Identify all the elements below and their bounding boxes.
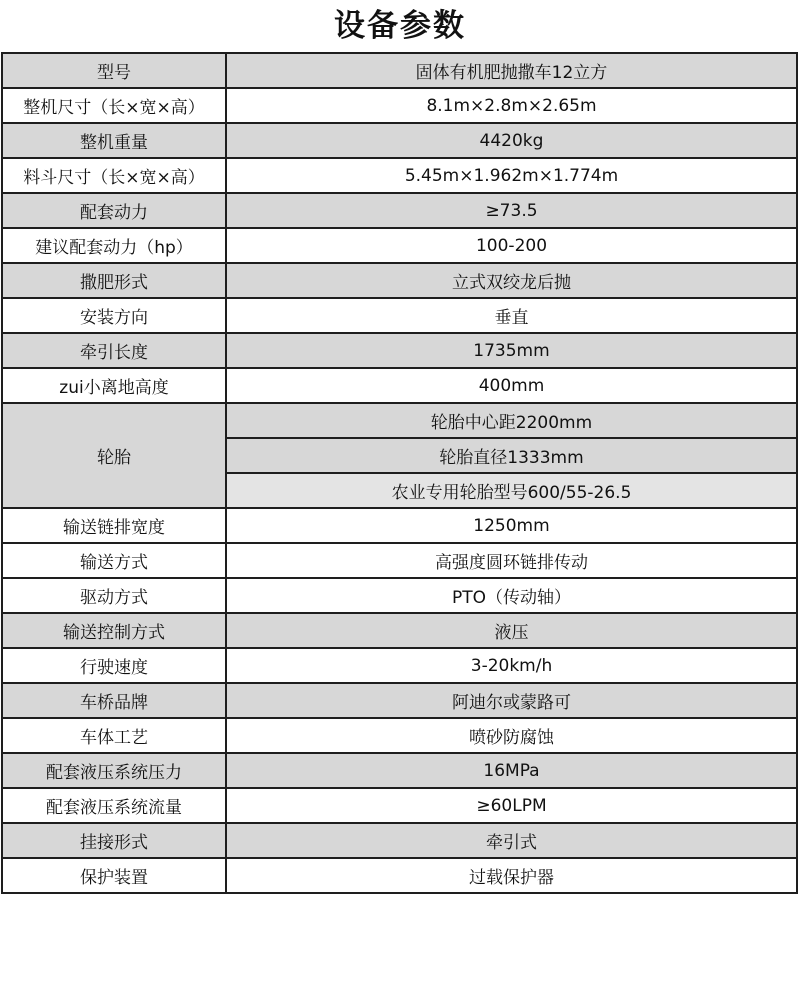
param-value: 高强度圆环链排传动 xyxy=(226,543,797,578)
param-name: 保护装置 xyxy=(2,858,226,893)
table-row xyxy=(2,788,797,823)
param-value: 轮胎中心距2200mm xyxy=(226,403,797,438)
spec-table xyxy=(1,52,798,894)
table-row xyxy=(2,158,797,193)
param-value: 3-20km/h xyxy=(226,648,797,683)
table-row xyxy=(2,298,797,333)
table-row xyxy=(2,368,797,403)
param-value: 8.1m×2.8m×2.65m xyxy=(226,88,797,123)
table-row xyxy=(2,683,797,718)
param-name: 建议配套动力（hp） xyxy=(2,228,226,263)
param-value: 立式双绞龙后抛 xyxy=(226,263,797,298)
table-row xyxy=(2,823,797,858)
param-value: 固体有机肥抛撒车12立方 xyxy=(226,53,797,88)
param-value: 喷砂防腐蚀 xyxy=(226,718,797,753)
param-value: 400mm xyxy=(226,368,797,403)
param-name: 驱动方式 xyxy=(2,578,226,613)
param-name: 配套动力 xyxy=(2,193,226,228)
table-row xyxy=(2,88,797,123)
param-name: 撒肥形式 xyxy=(2,263,226,298)
param-value: 牵引式 xyxy=(226,823,797,858)
table-row xyxy=(2,578,797,613)
param-name: 输送方式 xyxy=(2,543,226,578)
param-value: 1735mm xyxy=(226,333,797,368)
param-name: zui小离地高度 xyxy=(2,368,226,403)
param-name: 挂接形式 xyxy=(2,823,226,858)
param-value: 轮胎直径1333mm xyxy=(226,438,797,473)
page-title: 设备参数 xyxy=(334,8,466,44)
param-value: 液压 xyxy=(226,613,797,648)
table-row xyxy=(2,228,797,263)
param-name: 车体工艺 xyxy=(2,718,226,753)
param-name: 输送控制方式 xyxy=(2,613,226,648)
param-name: 配套液压系统流量 xyxy=(2,788,226,823)
table-row xyxy=(2,753,797,788)
param-value: 垂直 xyxy=(226,298,797,333)
param-value: ≥60LPM xyxy=(226,788,797,823)
param-name: 型号 xyxy=(2,53,226,88)
table-row xyxy=(2,53,797,88)
table-row xyxy=(2,263,797,298)
table-row xyxy=(2,508,797,543)
table-row xyxy=(2,193,797,228)
param-name: 牵引长度 xyxy=(2,333,226,368)
param-value: 过载保护器 xyxy=(226,858,797,893)
param-name: 整机重量 xyxy=(2,123,226,158)
param-value: 1250mm xyxy=(226,508,797,543)
param-name: 安装方向 xyxy=(2,298,226,333)
param-name: 配套液压系统压力 xyxy=(2,753,226,788)
table-row xyxy=(2,403,797,438)
param-value: ≥73.5 xyxy=(226,193,797,228)
table-row xyxy=(2,858,797,893)
param-value: 5.45m×1.962m×1.774m xyxy=(226,158,797,193)
param-name: 轮胎 xyxy=(2,403,226,508)
param-value: 16MPa xyxy=(226,753,797,788)
param-value: 农业专用轮胎型号600/55-26.5 xyxy=(226,473,797,508)
param-value: 4420kg xyxy=(226,123,797,158)
param-name: 输送链排宽度 xyxy=(2,508,226,543)
table-row xyxy=(2,648,797,683)
param-value: 100-200 xyxy=(226,228,797,263)
table-row xyxy=(2,123,797,158)
param-value: PTO（传动轴） xyxy=(226,578,797,613)
table-row xyxy=(2,543,797,578)
param-value: 阿迪尔或蒙路可 xyxy=(226,683,797,718)
table-row xyxy=(2,718,797,753)
param-name: 料斗尺寸（长×宽×高） xyxy=(2,158,226,193)
param-name: 行驶速度 xyxy=(2,648,226,683)
param-name: 整机尺寸（长×宽×高） xyxy=(2,88,226,123)
table-row xyxy=(2,613,797,648)
table-row xyxy=(2,333,797,368)
param-name: 车桥品牌 xyxy=(2,683,226,718)
